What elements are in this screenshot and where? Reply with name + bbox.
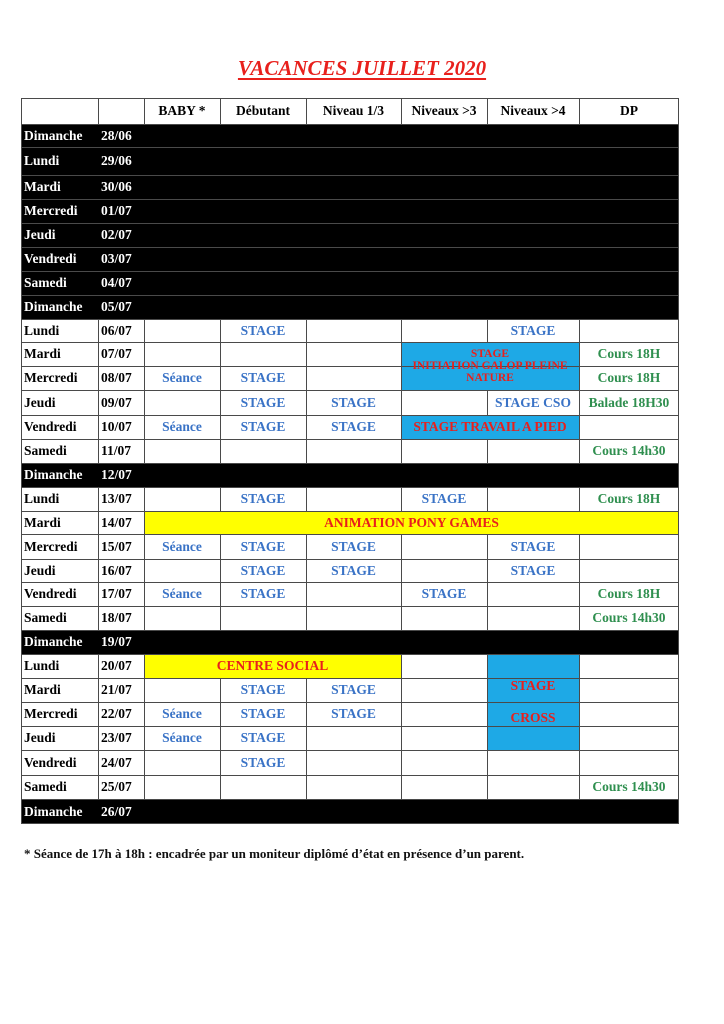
grid-line (579, 534, 580, 559)
event-label: CENTRE SOCIAL (216, 658, 329, 674)
schedule-cell: STAGE (240, 730, 286, 746)
day-label: Lundi (24, 153, 60, 169)
grid-line (487, 487, 488, 511)
day-label: Mardi (24, 514, 61, 530)
day-label: Samedi (24, 610, 67, 626)
grid-line (579, 702, 580, 726)
grid-line (579, 750, 580, 775)
schedule-cell: STAGE (240, 586, 286, 602)
schedule-cell: Cours 18H (597, 346, 661, 362)
grid-line (401, 319, 402, 342)
column-header: Niveau 1/3 (322, 103, 385, 119)
grid-line (401, 390, 402, 415)
day-label: Samedi (24, 443, 67, 459)
grid-line (306, 98, 307, 124)
day-label: Jeudi (24, 394, 56, 410)
schedule-cell: STAGE (240, 538, 286, 554)
date-label: 01/07 (101, 203, 132, 219)
column-header (21, 98, 98, 124)
day-label: Dimanche (24, 803, 83, 819)
date-label: 16/07 (101, 562, 132, 578)
footnote: * Séance de 17h à 18h : encadrée par un moniteur diplômé d’état en présence d’un parent. (24, 846, 525, 861)
date-label: 05/07 (101, 299, 132, 315)
event-label (487, 654, 579, 750)
schedule-cell: STAGE (240, 706, 286, 722)
grid-line (144, 98, 145, 124)
event-label-line: INITIATION GALOP PLEINE (412, 359, 568, 372)
grid-line (306, 606, 307, 630)
grid-line (487, 439, 488, 463)
schedule-cell: STAGE CSO (495, 394, 571, 410)
grid-line (401, 606, 402, 630)
day-label: Jeudi (24, 562, 56, 578)
grid-line (401, 534, 402, 559)
table-border (21, 98, 679, 99)
schedule-cell: STAGE (331, 562, 376, 578)
date-label: 19/07 (101, 634, 132, 650)
grid-line (306, 487, 307, 511)
date-label: 22/07 (101, 706, 132, 722)
grid-line (401, 726, 402, 750)
column-header: Débutant (235, 103, 290, 119)
date-label: 29/06 (101, 153, 132, 169)
grid-line (487, 98, 488, 124)
grid-line (98, 98, 99, 124)
date-label: 30/06 (101, 179, 132, 195)
grid-line (220, 775, 221, 799)
schedule-cell: STAGE (331, 394, 376, 410)
grid-line (306, 582, 307, 606)
grid-line (401, 654, 402, 678)
grid-line (579, 319, 580, 342)
date-label: 03/07 (101, 251, 132, 267)
date-label: 21/07 (101, 682, 132, 698)
schedule-cell: STAGE (510, 322, 556, 338)
schedule-cell: STAGE (240, 419, 286, 435)
date-label: 06/07 (101, 322, 132, 338)
day-label: Mardi (24, 682, 61, 698)
grid-line (487, 606, 488, 630)
grid-line (579, 559, 580, 582)
grid-line (401, 750, 402, 775)
schedule-cell: STAGE (510, 538, 556, 554)
date-label: 04/07 (101, 275, 132, 291)
day-label: Lundi (24, 658, 60, 674)
day-label: Dimanche (24, 467, 83, 483)
schedule-cell: Cours 18H (597, 586, 661, 602)
date-label: 11/07 (101, 443, 132, 459)
grid-line (401, 775, 402, 799)
schedule-cell: STAGE (421, 586, 467, 602)
grid-line (220, 439, 221, 463)
day-label: Samedi (24, 275, 67, 291)
event-label (401, 342, 579, 390)
date-label: 12/07 (101, 467, 132, 483)
grid-line (579, 415, 580, 439)
date-label: 28/06 (101, 127, 132, 143)
schedule-cell: Cours 14h30 (592, 610, 666, 626)
grid-line (401, 98, 402, 124)
grid-line (401, 678, 402, 702)
date-label: 09/07 (101, 394, 132, 410)
date-label: 10/07 (101, 419, 132, 435)
schedule-cell: Cours 14h30 (592, 443, 666, 459)
date-label: 08/07 (101, 370, 132, 386)
schedule-cell: STAGE (240, 562, 286, 578)
schedule-cell: Cours 14h30 (592, 779, 666, 795)
grid-line (579, 654, 580, 678)
date-label: 23/07 (101, 730, 132, 746)
day-label: Jeudi (24, 730, 56, 746)
grid-line (401, 439, 402, 463)
grid-line (220, 606, 221, 630)
schedule-cell: Séance (162, 586, 202, 602)
schedule-cell: STAGE (421, 491, 467, 507)
grid-line (306, 366, 307, 390)
grid-line (220, 98, 221, 124)
schedule-cell: STAGE (510, 562, 556, 578)
schedule-cell: STAGE (331, 419, 376, 435)
grid-line (220, 342, 221, 366)
event-label: ANIMATION PONY GAMES (324, 514, 499, 530)
day-label: Vendredi (24, 754, 77, 770)
column-header (98, 98, 144, 124)
grid-line (401, 702, 402, 726)
day-label: Vendredi (24, 419, 77, 435)
grid-line (306, 750, 307, 775)
day-label: Dimanche (24, 127, 83, 143)
schedule-cell: Cours 18H (597, 491, 661, 507)
grid-line (306, 342, 307, 366)
schedule-cell: STAGE (331, 538, 376, 554)
day-label: Mardi (24, 179, 61, 195)
schedule-cell: STAGE (240, 394, 286, 410)
grid-line (579, 726, 580, 750)
schedule-cell: Séance (162, 370, 202, 386)
grid-line (487, 582, 488, 606)
day-label: Lundi (24, 491, 60, 507)
event-label-line: CROSS (510, 710, 556, 726)
day-label: Mercredi (24, 538, 78, 554)
schedule-cell: Cours 18H (597, 370, 661, 386)
day-label: Dimanche (24, 634, 83, 650)
schedule-cell: Séance (162, 538, 202, 554)
day-label: Mardi (24, 346, 61, 362)
date-label: 07/07 (101, 346, 132, 362)
date-label: 20/07 (101, 658, 132, 674)
date-label: 24/07 (101, 754, 132, 770)
schedule-cell: STAGE (331, 682, 376, 698)
schedule-cell: STAGE (240, 491, 286, 507)
date-label: 13/07 (101, 491, 132, 507)
grid-line (487, 775, 488, 799)
column-header: DP (620, 103, 638, 119)
schedule-cell: STAGE (331, 706, 376, 722)
date-label: 15/07 (101, 538, 132, 554)
schedule-cell: STAGE (240, 682, 286, 698)
event-label-line: STAGE (510, 677, 556, 693)
event-label: STAGE TRAVAIL A PIED (413, 419, 567, 435)
day-label: Jeudi (24, 227, 56, 243)
grid-line (306, 439, 307, 463)
event-label-line: NATURE (466, 372, 514, 385)
day-label: Vendredi (24, 586, 77, 602)
date-label: 14/07 (101, 514, 132, 530)
date-label: 17/07 (101, 586, 132, 602)
day-label: Vendredi (24, 251, 77, 267)
day-label: Mercredi (24, 706, 78, 722)
schedule-cell: Séance (162, 730, 202, 746)
grid-line (306, 775, 307, 799)
schedule-cell: STAGE (240, 754, 286, 770)
grid-line (579, 678, 580, 702)
date-label: 25/07 (101, 779, 132, 795)
schedule-cell: Séance (162, 706, 202, 722)
day-label: Mercredi (24, 203, 78, 219)
date-label: 02/07 (101, 227, 132, 243)
grid-line (401, 559, 402, 582)
day-label: Lundi (24, 322, 60, 338)
column-header: Niveaux >3 (411, 103, 477, 119)
schedule-cell: Séance (162, 419, 202, 435)
grid-line (487, 750, 488, 775)
page-title: VACANCES JUILLET 2020 (237, 56, 487, 80)
schedule-table (21, 98, 679, 824)
day-label: Samedi (24, 779, 67, 795)
schedule-cell: Balade 18H30 (588, 394, 670, 410)
date-label: 26/07 (101, 803, 132, 819)
event-label-line: STAGE (470, 347, 510, 360)
schedule-cell: STAGE (240, 370, 286, 386)
day-label: Mercredi (24, 370, 78, 386)
column-header: BABY * (158, 103, 206, 119)
grid-line (306, 319, 307, 342)
grid-line (579, 98, 580, 124)
day-label: Dimanche (24, 299, 83, 315)
schedule-cell: STAGE (240, 322, 286, 338)
grid-line (306, 726, 307, 750)
event-label-line (531, 694, 534, 710)
date-label: 18/07 (101, 610, 132, 626)
column-header: Niveaux >4 (500, 103, 566, 119)
